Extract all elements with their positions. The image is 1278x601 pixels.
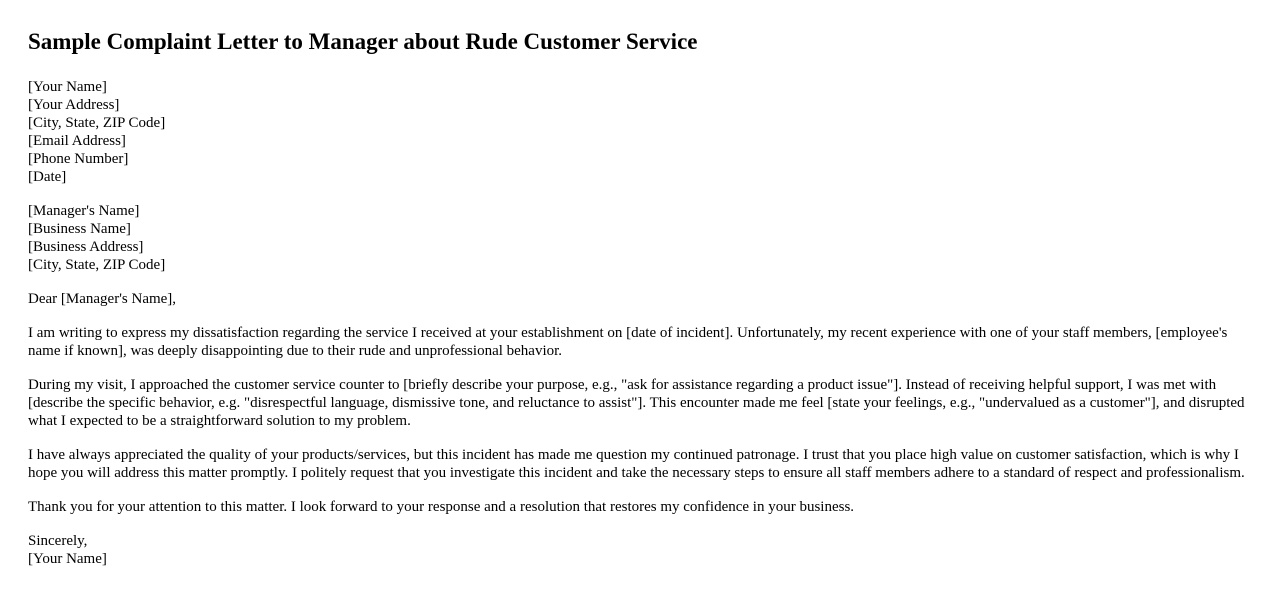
signature: [Your Name]: [28, 551, 107, 567]
sender-phone: [Phone Number]: [28, 151, 129, 167]
body-paragraph: I am writing to express my dissatisfaction regarding the service I received at your establishment on [date of incident]. Unfortunately, my recent experience with one of your staff members, [employee's name if known], was deeply disappointing due to their rude and unprofessional behavior.: [28, 325, 1228, 359]
recipient-address-block: [28, 202, 1250, 274]
sender-address-block: [28, 78, 1250, 186]
recipient-business-address: [Business Address]: [28, 239, 144, 255]
recipient-business-name: [Business Name]: [28, 221, 131, 237]
closing-block: [28, 532, 1250, 568]
letter-date: [Date]: [28, 169, 67, 185]
closing: Sincerely,: [28, 533, 88, 549]
sender-address: [Your Address]: [28, 97, 120, 113]
sender-name: [Your Name]: [28, 79, 107, 95]
body-paragraph: During my visit, I approached the customer service counter to [briefly describe your purpose, e.g., "ask for assistance regarding a product issue"]. Instead of receiving helpful support, I was met with [describe the specific behavior, e.g. "disrespectful language, dismissive tone, and reluctance to assist"]. This encounter made me feel [state your feelings, e.g., "undervalued as a customer"], and disrupted what I expected to be a straightforward solution to my problem.: [28, 377, 1245, 429]
sender-email: [Email Address]: [28, 133, 126, 149]
recipient-city-state-zip: [City, State, ZIP Code]: [28, 257, 166, 273]
recipient-manager-name: [Manager's Name]: [28, 203, 140, 219]
body-paragraph: Thank you for your attention to this matter. I look forward to your response and a resolution that restores my confidence in your business.: [28, 499, 855, 515]
salutation: Dear [Manager's Name],: [28, 291, 177, 307]
body-paragraph: I have always appreciated the quality of your products/services, but this incident has made me question my continued patronage. I trust that you place high value on customer satisfaction, which is why I hope you will address this matter promptly. I politely request that you investigate this incident and take the necessary steps to ensure all staff members adhere to a standard of respect and professionalism.: [28, 447, 1245, 481]
sender-city-state-zip: [City, State, ZIP Code]: [28, 115, 166, 131]
page-title: Sample Complaint Letter to Manager about Rude Customer Service: [28, 29, 698, 54]
